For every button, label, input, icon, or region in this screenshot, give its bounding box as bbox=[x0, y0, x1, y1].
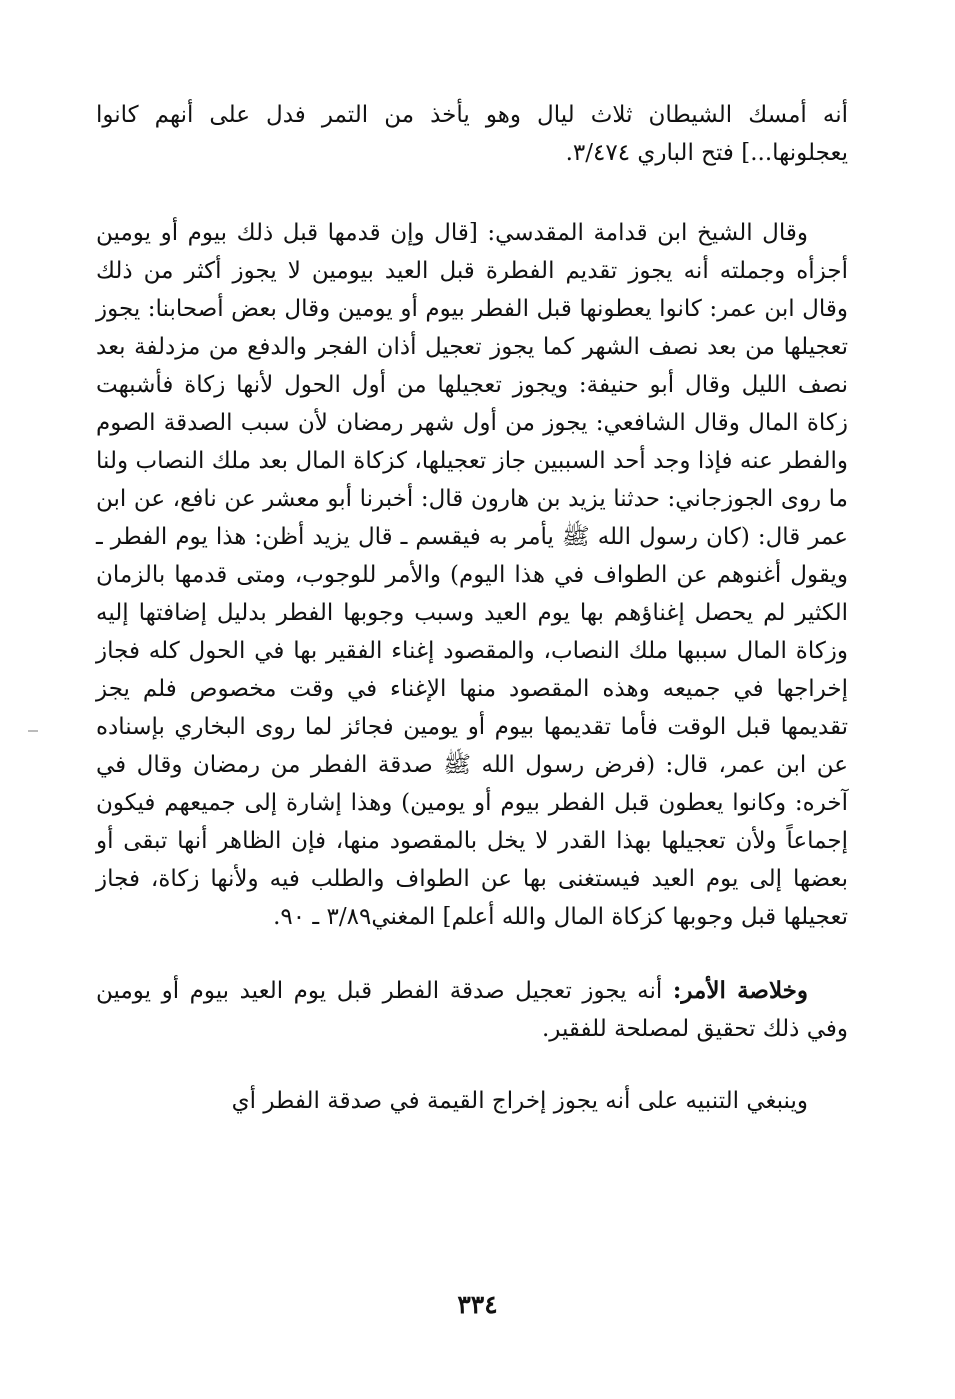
paragraph-text: وينبغي التنبيه على أنه يجوز إخراج القيمة في صدقة الفطر أي bbox=[231, 1088, 808, 1114]
paragraph-continuation bbox=[96, 96, 848, 172]
paragraph-summary bbox=[96, 972, 848, 1048]
summary-lead: وخلاصة الأمر: bbox=[672, 977, 808, 1004]
page-body bbox=[96, 96, 848, 1120]
paragraph-text: وقال الشيخ ابن قدامة المقدسي: [قال وإن قدمها قبل ذلك بيوم أو يومين أجزأه وجملته أنه يجوز تقديم الفطرة قبل العيد بيومين لا يجوز أكثر من ذلك وقال ابن عمر: كانوا يعطونها قبل الفطر بيوم أو يومين وقال بعض أصحابنا: يجوز تعجيلها من بعد نصف الشهر كما يجوز تعجيل أذان الفجر والدفع من مزدلفة بعد نصف الليل وقال أبو حنيفة: ويجوز تعجيلها من أول الحول لأنها زكاة فأشبهت زكاة المال وقال الشافعي: يجوز من أول شهر رمضان لأن سبب الصدقة الصوم والفطر عنه فإذا وجد أحد السببين جاز تعجيلها، كزكاة المال بعد ملك النصاب ولنا ما روى الجوزجاني: حدثنا يزيد بن هارون قال: أخبرنا أبو معشر عن نافع، عن ابن عمر قال: (كان رسول الله ﷺ يأمر به فيقسم ـ قال يزيد أظن: هذا يوم الفطر ـ ويقول أغنوهم عن الطواف في هذا اليوم) والأمر للوجوب، ومتى قدمها بالزمان الكثير لم يحصل إغناؤهم بها يوم العيد وسبب وجوبها الفطر بدليل إضافتها إليه وزكاة المال سببها ملك النصاب، والمقصود إغناء الفقير بها في الحول كله فجاز إخراجها في جميعه وهذه المقصود منها الإغناء في وقت مخصوص فلم يجز تقديمها قبل الوقت فأما تقديمها بيوم أو يومين فجائز لما روى البخاري بإسناده عن ابن عمر، قال: (فرض رسول الله ﷺ صدقة الفطر من رمضان وقال في آخره: وكانوا يعطون قبل الفطر بيوم أو يومين) وهذا إشارة إلى جميعهم فيكون إجماعاً ولأن تعجيلها بهذا القدر لا يخل بالمقصود منها، فإن الظاهر أنها تبقى أو بعضها إلى يوم العيد فيستغنى بها عن الطواف والطلب فيه ولأنها زكاة، فجاز تعجيلها قبل وجوبها كزكاة المال والله أعلم] المغني٣/٨٩ ـ ٩٠. bbox=[96, 220, 848, 930]
page-number: ٣٣٤ bbox=[457, 1290, 498, 1319]
scan-artifact bbox=[28, 730, 38, 732]
paragraph-text: أنه يجوز تعجيل صدقة الفطر قبل يوم العيد بيوم أو يومين وفي ذلك تحقيق لمصلحة للفقير. bbox=[96, 978, 848, 1042]
paragraph-ibn-qudama-quote bbox=[96, 214, 848, 936]
paragraph-note bbox=[96, 1082, 848, 1120]
paragraph-text: أنه أمسك الشيطان ثلاث ليال وهو يأخذ من التمر فدل على أنهم كانوا يعجلونها...] فتح الباري ٣/٤٧٤. bbox=[96, 102, 848, 166]
